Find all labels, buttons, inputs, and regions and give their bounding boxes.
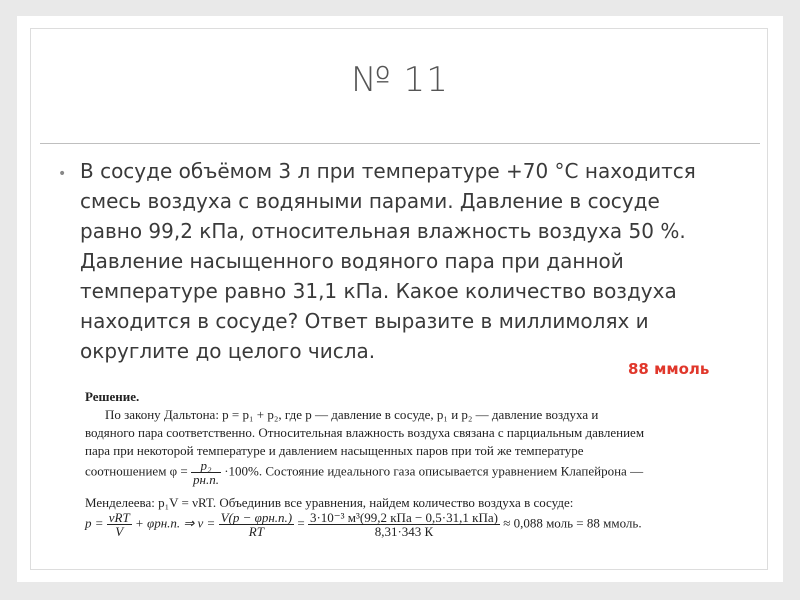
task-line: смесь воздуха с водяными парами. Давление в сосуде <box>80 189 660 213</box>
solution-line: По закону Дальтона: p = p₁ + p₂, где p — давление в сосуде, p₁ и p₂ — давление воздуха и <box>105 407 599 422</box>
fraction <box>219 511 295 538</box>
solution-line: Менделеева: p₁V = νRT. Объединив все уравнения, найдем количество воздуха в сосуде: <box>85 495 574 510</box>
solution-line-formula <box>85 459 643 486</box>
task-line: Давление насыщенного водяного пара при данной <box>80 249 624 273</box>
solution-text: соотношением φ = <box>85 463 192 479</box>
formula-text: + φpн.п. ⇒ ν = <box>134 515 219 531</box>
slide-title: № 11 <box>351 60 449 100</box>
task-line: находится в сосуде? Ответ выразите в миллимолях и <box>80 309 649 333</box>
bullet-icon: • <box>58 166 67 182</box>
fraction-numerator: p₂ <box>191 459 221 473</box>
formula-text: p = <box>85 515 107 531</box>
task-line: температуре равно 31,1 кПа. Какое количество воздуха <box>80 279 677 303</box>
solution-line: пара при некоторой температуре и давлением насыщенных паров при той же температуре <box>85 443 584 458</box>
solution-line: водяного пара соответственно. Относительная влажность воздуха связана с парциальным давлением <box>85 425 645 440</box>
task-line: округлите до целого числа. <box>80 339 376 363</box>
fraction <box>308 511 500 538</box>
formula-result: ≈ 0,088 моль = 88 ммоль. <box>503 515 642 531</box>
phi-fraction <box>191 459 221 486</box>
solution-image <box>79 387 763 550</box>
answer-label: 88 ммоль <box>628 360 710 378</box>
fraction-numerator: 3·10⁻³ м³(99,2 кПа − 0,5·31,1 кПа) <box>309 510 498 525</box>
task-line: В сосуде объёмом 3 л при температуре +70 °С находится <box>80 159 696 183</box>
task-line: равно 99,2 кПа, относительная влажность воздуха 50 %. <box>80 219 686 243</box>
fraction-denominator: pн.п. <box>193 472 219 487</box>
fraction <box>107 511 132 538</box>
solution-final-formula <box>85 511 642 538</box>
fraction-denominator: V <box>115 524 124 539</box>
title-divider <box>40 143 760 144</box>
fraction-denominator: RT <box>248 524 264 539</box>
fraction-denominator: 8,31·343 К <box>374 524 434 539</box>
solution-text: ·100%. Состояние идеального газа описывается уравнением Клапейрона — <box>224 463 644 479</box>
solution-heading: Решение. <box>85 389 140 404</box>
task-text <box>80 156 760 366</box>
fraction-numerator: νRT <box>108 510 130 525</box>
formula-text: = <box>297 515 308 531</box>
fraction-numerator: V(p − φpн.п.) <box>220 510 293 525</box>
